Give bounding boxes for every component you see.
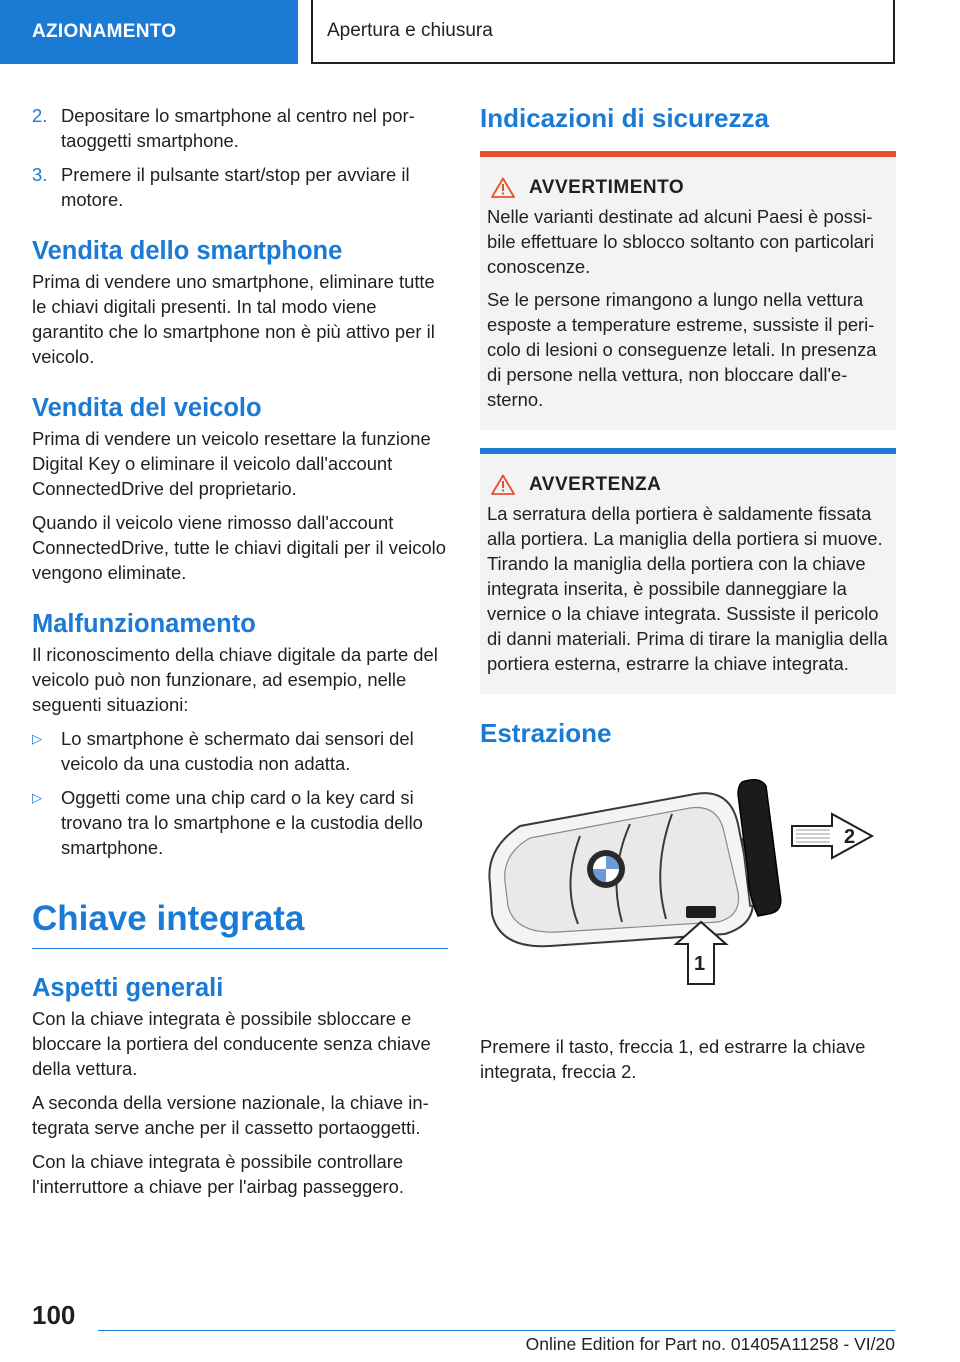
paragraph: Nelle varianti destinate ad alcuni Paesi è possibile effettuare lo sblocco soltanto con particolari conoscenze.: [487, 206, 875, 277]
step-text: Depositare lo smartphone al centro nel portaoggetti smartphone.: [61, 105, 415, 151]
warning-triangle-icon: [491, 177, 515, 198]
step-number: 2.: [32, 105, 48, 126]
paragraph: Il riconoscimento della chiave digitale da parte del veicolo può non funzionare, ad esempio, nelle seguenti situazioni:: [32, 644, 438, 715]
arrow-2-icon: [792, 814, 872, 858]
warning-triangle-icon: [491, 474, 515, 495]
arrow-1-label: 1: [694, 953, 706, 975]
header-section-tab: [0, 0, 298, 64]
paragraph: Con la chiave integrata è possibile sbloccare e bloccare la portiera del conducente senza chiave della vettura.: [32, 1008, 431, 1079]
paragraph: Se le persone rimangono a lungo nella vettura esposte a temperature estreme, sussiste il pericolo di lesioni o conseguenze letali. In presenza di persone nella vettura, non bloccare dall'esterno.: [487, 289, 877, 410]
page-number: 100: [32, 1300, 76, 1330]
footer-edition: Online Edition for Part no. 01405A11258 - VI/20: [525, 1334, 895, 1354]
chapter-title-integrated-key: Chiave integrata: [32, 898, 448, 949]
brand-logo-icon: [587, 850, 625, 888]
step-text: Premere il pulsante start/stop per avviare il motore.: [61, 164, 410, 210]
paragraph: Con la chiave integrata è possibile controllare l'interruttore a chiave per l'airbag passeggero.: [32, 1151, 404, 1197]
list-item-text: Lo smartphone è schermato dai sensori del veicolo da una custodia non adatta.: [61, 728, 414, 774]
key-extraction-illustration: [480, 774, 896, 1004]
notice-label: AVVERTENZA: [529, 474, 662, 495]
left-column: [32, 103, 448, 1208]
list-item-text: Oggetti come una chip card o la key card si trovano tra lo smartphone e la custodia dello smartphone.: [61, 787, 423, 858]
step-item: [32, 103, 448, 153]
section-title-sale-vehicle: Vendita del veicolo: [32, 394, 262, 422]
paragraph: Prima di vendere uno smartphone, eliminare tutte le chiavi digitali presenti. In tal modo viene garantito che lo smartphone non è più attivo per il veicolo.: [32, 271, 435, 367]
step-item: [32, 162, 448, 212]
notice-box: [480, 448, 896, 694]
paragraph: A seconda della versione nazionale, la chiave integrata serve anche per il cassetto portaoggetti.: [32, 1092, 429, 1138]
warning-label: AVVERTIMENTO: [529, 177, 685, 198]
paragraph: La serratura della portiera è saldamente fissata alla portiera. La maniglia della portiera si muove. Tirando la maniglia della portiera con la chiave integrata inserita, è possibile danneggiare la vernice o la chiave integrata. Sussiste il pericolo di danni materiali. Prima di tirare la maniglia della portiera esterna, estrarre la chiave integrata.: [487, 503, 888, 674]
release-button: [686, 906, 716, 918]
list-item: [32, 785, 448, 860]
paragraph: Prima di vendere un veicolo resettare la funzione Digital Key o eliminare il veicolo dall'account ConnectedDrive del proprietario.: [32, 428, 431, 499]
header-chapter-tab: [311, 0, 895, 64]
section-title-general: Aspetti generali: [32, 974, 224, 1002]
step-number: 3.: [32, 164, 48, 185]
section-title-malfunction: Malfunzionamento: [32, 610, 256, 638]
triangle-bullet-icon: ▷: [32, 731, 42, 746]
paragraph: Quando il veicolo viene rimosso dall'account ConnectedDrive, tutte le chiavi digitali per il veicolo vengono eliminate.: [32, 512, 446, 583]
warning-heading: [487, 175, 890, 200]
figure-caption: Premere il tasto, freccia 1, ed estrarre la chiave integrata, freccia 2.: [480, 1036, 866, 1082]
section-title-safety: Indicazioni di sicurezza: [480, 103, 769, 133]
notice-heading: [487, 472, 890, 497]
warning-box: [480, 151, 896, 430]
arrow-2-label: 2: [844, 826, 856, 848]
footer-divider: [98, 1330, 895, 1331]
section-title-sale-phone: Vendita dello smartphone: [32, 237, 343, 265]
triangle-bullet-icon: ▷: [32, 790, 42, 805]
right-column: [480, 103, 896, 1093]
header-chapter-label: Apertura e chiusura: [327, 20, 493, 41]
header-section-label: AZIONAMENTO: [32, 21, 177, 42]
section-title-extraction: Estrazione: [480, 718, 612, 748]
list-item: [32, 726, 448, 776]
